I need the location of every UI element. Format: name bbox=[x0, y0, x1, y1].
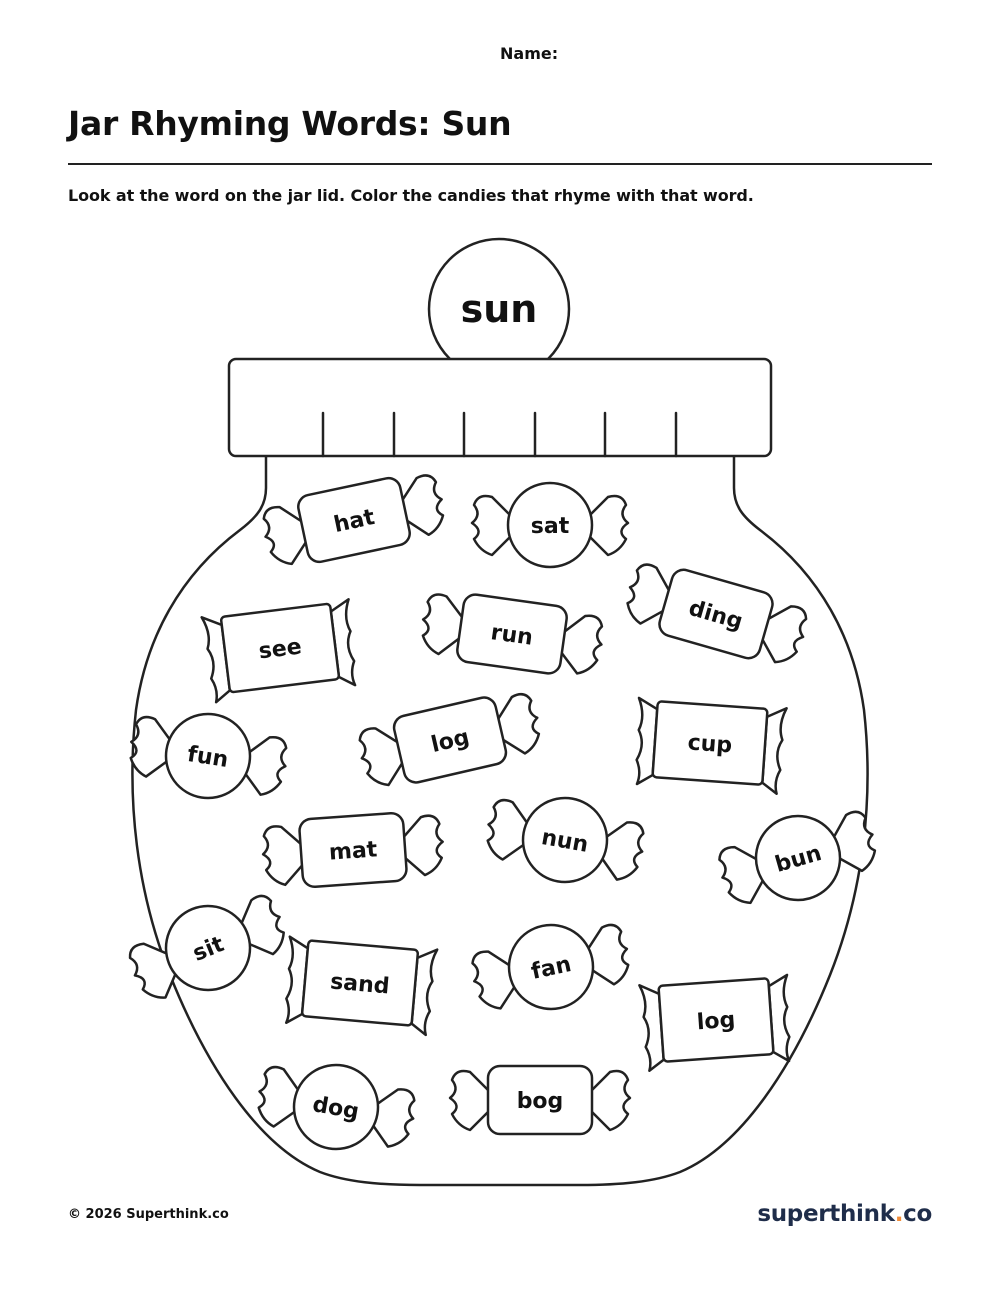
name-label: Name: bbox=[500, 44, 559, 63]
footer-brand-logo[interactable] bbox=[757, 1201, 932, 1227]
candy-word: see bbox=[257, 634, 304, 665]
instructions-text: Look at the word on the jar lid. Color the candies that rhyme with that word. bbox=[68, 186, 754, 205]
page-title: Jar Rhyming Words: Sun bbox=[68, 104, 512, 143]
candy-word: sand bbox=[329, 969, 391, 1000]
candy-word: bun bbox=[772, 840, 825, 878]
candy-word: log bbox=[428, 724, 472, 758]
candy-word: fun bbox=[185, 741, 230, 774]
candy-word: cup bbox=[686, 730, 733, 759]
footer-copyright: © 2026 Superthink.co bbox=[68, 1207, 229, 1222]
candy-word: sit bbox=[189, 931, 228, 967]
candy-word: fan bbox=[529, 952, 574, 985]
candy-word: log bbox=[696, 1007, 737, 1036]
candy-word: run bbox=[489, 620, 535, 651]
candy-word: hat bbox=[331, 504, 377, 538]
jar-lid bbox=[229, 359, 771, 456]
candy-word: dog bbox=[310, 1092, 361, 1125]
lid-word: sun bbox=[460, 287, 538, 331]
candy-word: bog bbox=[516, 1089, 564, 1114]
brand-dot: . bbox=[894, 1201, 904, 1227]
brand-tail: co bbox=[903, 1201, 932, 1227]
candy-word: ding bbox=[685, 595, 746, 635]
candy-word: mat bbox=[328, 837, 379, 866]
candy-word: nun bbox=[539, 825, 591, 858]
candy-word: sat bbox=[530, 514, 570, 539]
brand-main: superthink bbox=[757, 1201, 895, 1227]
